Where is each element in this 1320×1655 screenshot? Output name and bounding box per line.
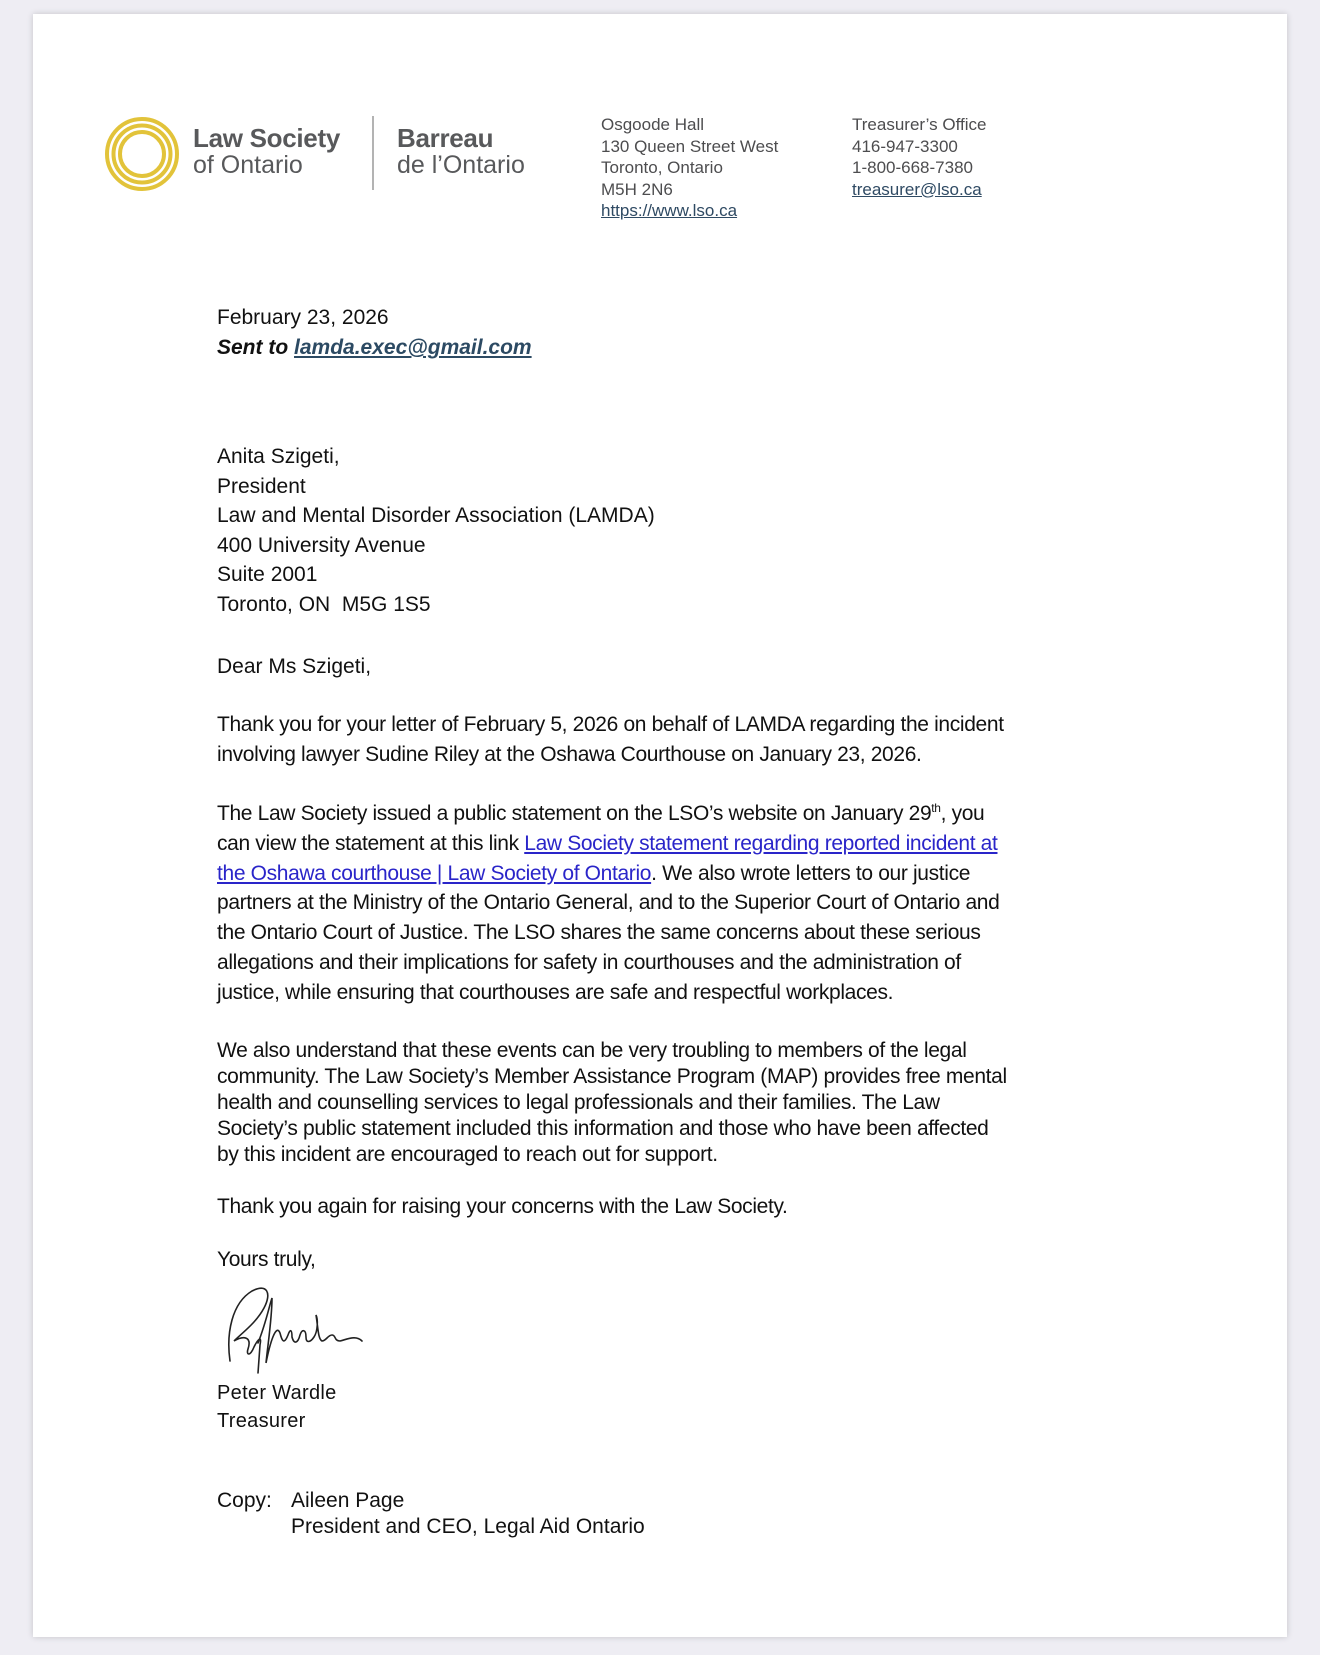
copy-title: President and CEO, Legal Aid Ontario — [291, 1515, 645, 1538]
sent-to-email-link[interactable]: lamda.exec@gmail.com — [294, 336, 532, 359]
copy-label: Copy: — [217, 1489, 272, 1512]
concentric-rings-logo-icon — [104, 116, 180, 192]
office-title: Treasurer’s Office — [852, 115, 987, 134]
letterhead-office — [852, 114, 986, 200]
handwritten-signature-icon — [222, 1283, 397, 1383]
letterhead-address — [601, 114, 778, 222]
paragraph-text: . We also wrote letters to our justice — [651, 861, 971, 885]
paragraph-line: allegations and their implications for safety in courthouses and the administration of — [217, 950, 961, 974]
paragraph-line: We also understand that these events can be very troubling to members of the legal — [217, 1039, 967, 1062]
paragraph-line: community. The Law Society’s Member Assistance Program (MAP) provides free mental — [217, 1065, 1007, 1088]
signer-name: Peter Wardle — [217, 1382, 337, 1404]
logo-english-line1: Law Society — [193, 123, 340, 153]
office-phone-local: 416-947-3300 — [852, 136, 958, 156]
paragraph-line: the Ontario Court of Justice. The LSO shares the same concerns about these serious — [217, 921, 981, 945]
logo-english-line2: of Ontario — [193, 151, 303, 179]
address-line3: Toronto, Ontario — [601, 158, 723, 177]
paragraph-text: The Law Society issued a public statement on the LSO’s website on January 29 — [217, 802, 932, 825]
logo-divider — [372, 116, 374, 190]
paragraph-text: , you — [940, 802, 985, 825]
paragraph-3 — [217, 1038, 1007, 1168]
paragraph-2 — [217, 799, 999, 1008]
address-line1: Osgoode Hall — [601, 115, 705, 134]
paragraph-line: involving lawyer Sudine Riley at the Oshawa Courthouse on January 23, 2026. — [217, 742, 922, 766]
office-phone-tollfree: 1-800-668-7380 — [852, 158, 973, 177]
recipient-organization: Law and Mental Disorder Association (LAMDA) — [217, 504, 655, 528]
paragraph-line: health and counselling services to legal professionals and their families. The Law — [217, 1091, 940, 1114]
letter-date: February 23, 2026 — [217, 306, 389, 329]
date-block — [217, 303, 532, 363]
salutation: Dear Ms Szigeti, — [217, 655, 372, 678]
recipient-title: President — [217, 474, 306, 498]
recipient-suite: Suite 2001 — [217, 563, 318, 587]
paragraph-line: partners at the Ministry of the Ontario General, and to the Superior Court of Ontario and — [217, 891, 1000, 915]
logo-french-line2: de l’Ontario — [397, 151, 525, 179]
paragraph-text: can view the statement at this link — [217, 831, 525, 855]
address-line4: M5H 2N6 — [601, 179, 673, 199]
paragraph-line: by this incident are encouraged to reach out for support. — [217, 1143, 718, 1166]
paragraph-line: justice, while ensuring that courthouses are safe and respectful workplaces. — [217, 980, 894, 1004]
paragraph-4: Thank you again for raising your concerns with the Law Society. — [217, 1195, 788, 1218]
recipient-street: 400 University Avenue — [217, 533, 426, 557]
sent-to-label: Sent to — [217, 336, 289, 359]
address-line2: 130 Queen Street West — [601, 136, 779, 156]
signer-title: Treasurer — [217, 1410, 306, 1432]
logo-english-name — [193, 124, 340, 178]
paragraph-1 — [217, 710, 1004, 770]
recipient-address — [217, 442, 655, 620]
website-link[interactable]: https://www.lso.ca — [601, 201, 738, 220]
paragraph-line: Society’s public statement included this information and those who have been affected — [217, 1117, 989, 1140]
treasurer-email-link[interactable]: treasurer@lso.ca — [852, 179, 982, 199]
closing: Yours truly, — [217, 1248, 316, 1271]
copy-block — [217, 1488, 645, 1540]
logo-french-name — [397, 124, 525, 178]
paragraph-line: Thank you for your letter of February 5, 2026 on behalf of LAMDA regarding the incident — [217, 713, 1004, 736]
statement-link[interactable]: Law Society statement regarding reported incident at — [524, 831, 998, 855]
logo-french-line1: Barreau — [397, 123, 494, 153]
statement-link-continued[interactable]: the Oshawa courthouse | Law Society of Ontario — [217, 861, 652, 885]
copy-name: Aileen Page — [291, 1489, 405, 1512]
ordinal-superscript: th — [931, 801, 941, 815]
recipient-name: Anita Szigeti, — [217, 445, 340, 468]
recipient-city-postal: Toronto, ON M5G 1S5 — [217, 592, 431, 616]
